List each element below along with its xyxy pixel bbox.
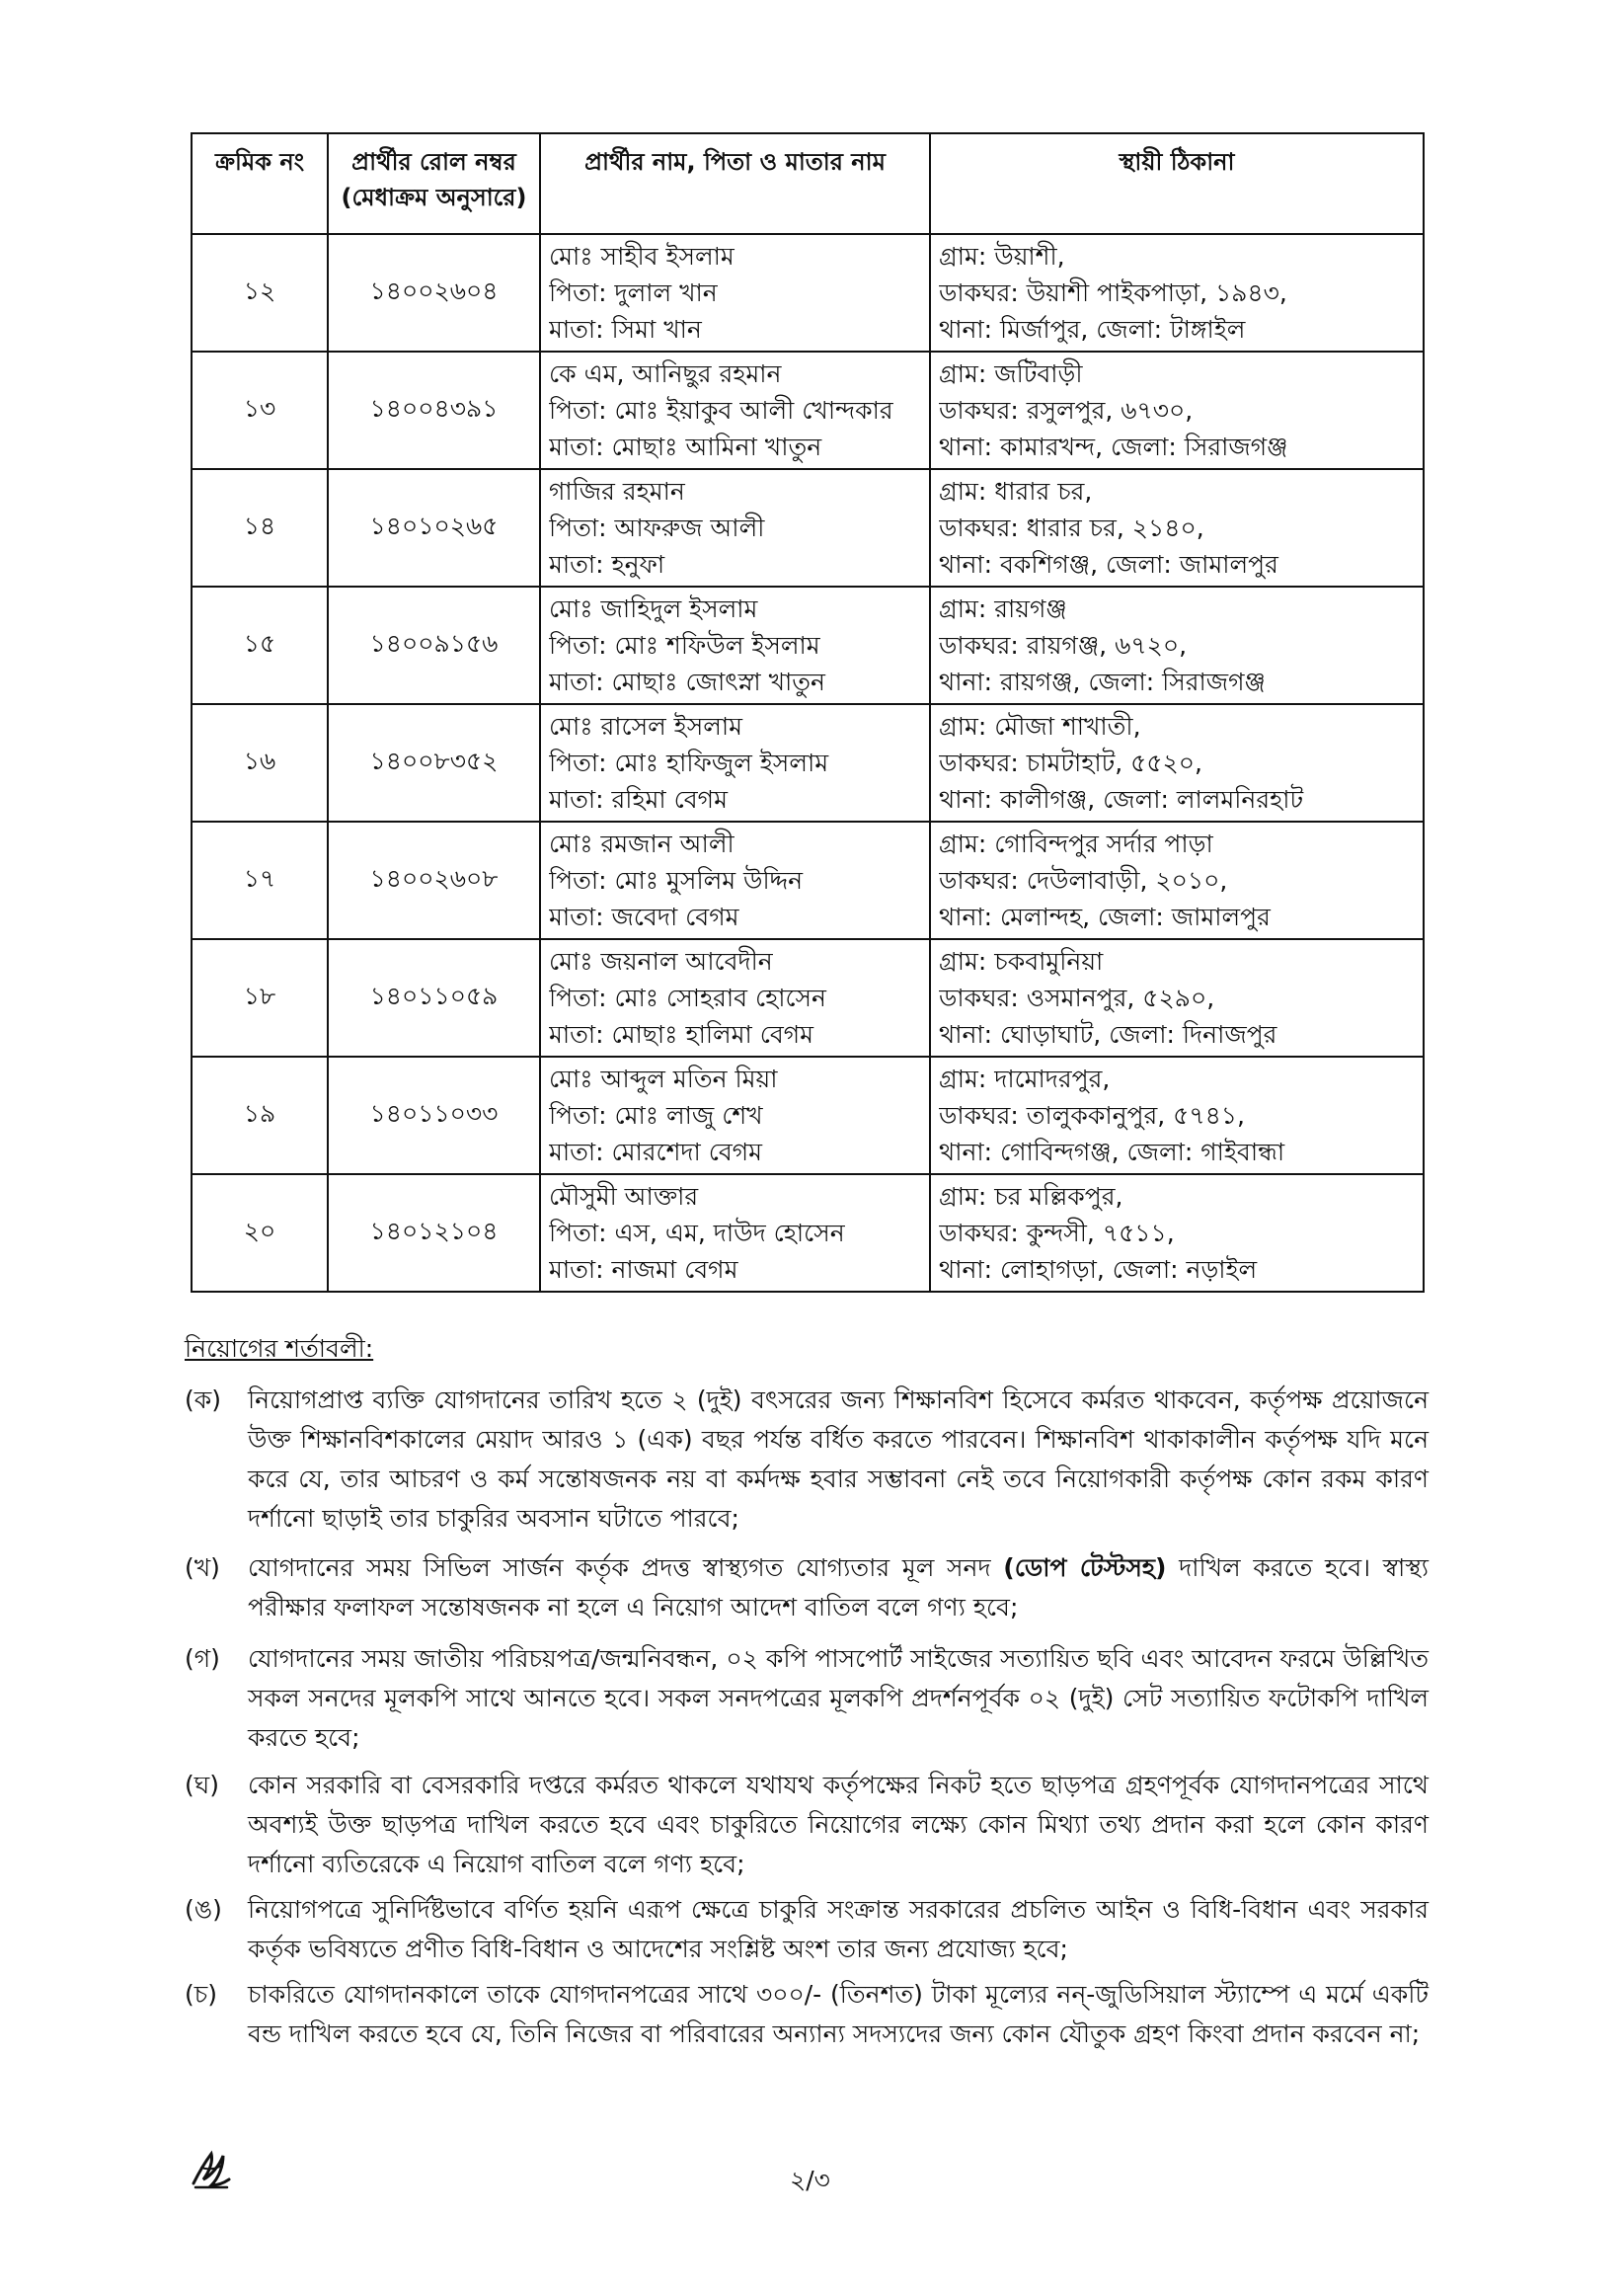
address-post-office: ডাকঘর: দেউলাবাড়ী, ২০১০, [939, 866, 1228, 895]
dope-test-emphasis: (ডোপ টেস্টসহ) [1003, 1553, 1167, 1582]
roll-cell: ১৪০০৪৩৯১ [328, 352, 540, 469]
address-thana-district: থানা: ঘোড়াঘাট, জেলা: দিনাজপুর [939, 1020, 1277, 1049]
mother-name: মাতা: সিমা খান [549, 315, 702, 344]
address-post-office: ডাকঘর: রায়গঞ্জ, ৬৭২০, [939, 631, 1188, 660]
condition-item-ka [185, 1381, 1429, 1539]
address-village: গ্রাম: জটিবাড়ী [939, 359, 1083, 388]
roll-cell: ১৪০০৮৩৫২ [328, 704, 540, 822]
mother-name: মাতা: মোছাঃ জোৎস্না খাতুন [549, 668, 825, 696]
father-name: পিতা: মোঃ সোহরাব হোসেন [549, 984, 826, 1012]
condition-text: কোন সরকারি বা বেসরকারি দপ্তরে কর্মরত থাকলে যথাযথ কর্তৃপক্ষের নিকট হতে ছাড়পত্র গ্রহণপূর্বক যোগদানপত্রের সাথে অবশ্যই উক্ত ছাড়পত্র দাখিল করতে হবে এবং চাকুরিতে নিয়োগের লক্ষ্যে কোন মিথ্যা তথ্য প্রদান করা হলে কোন কারণ দর্শানো ব্যতিরেকে এ নিয়োগ বাতিল বলে গণ্য হবে; [248, 1771, 1429, 1878]
address-cell [930, 587, 1424, 704]
roll-cell: ১৪০০২৬০৮ [328, 822, 540, 939]
condition-text [248, 1548, 1429, 1627]
address-village: গ্রাম: ধারার চর, [939, 477, 1093, 506]
address-post-office: ডাকঘর: রসুলপুর, ৬৭৩০, [939, 396, 1194, 425]
table-row [192, 234, 1424, 352]
mother-name: মাতা: জবেদা বেগম [549, 903, 739, 931]
father-name: পিতা: মোঃ হাফিজুল ইসলাম [549, 749, 829, 777]
father-name: পিতা: মোঃ মুসলিম উদ্দিন [549, 866, 804, 895]
address-thana-district: থানা: কামারখন্দ, জেলা: সিরাজগঞ্জ [939, 433, 1288, 461]
condition-item-kha [185, 1548, 1429, 1627]
serial-cell: ১৮ [192, 939, 328, 1057]
name-cell [540, 1174, 930, 1292]
condition-label: (চ) [185, 1980, 217, 2009]
table-row [192, 352, 1424, 469]
father-name: পিতা: দুলাল খান [549, 278, 718, 307]
address-post-office: ডাকঘর: উয়াশী পাইকপাড়া, ১৯৪৩, [939, 278, 1287, 307]
address-thana-district: থানা: রায়গঞ্জ, জেলা: সিরাজগঞ্জ [939, 668, 1266, 696]
condition-text: নিয়োগপ্রাপ্ত ব্যক্তি যোগদানের তারিখ হতে ২ (দুই) বৎসরের জন্য শিক্ষানবিশ হিসেবে কর্মরত থাকবেন, কর্তৃপক্ষ প্রয়োজনে উক্ত শিক্ষানবিশকালের মেয়াদ আরও ১ (এক) বছর পর্যন্ত বর্ধিত করতে পারবেন। শিক্ষানবিশ থাকাকালীন কর্তৃপক্ষ যদি মনে করে যে, তার আচরণ ও কর্ম সন্তোষজনক নয় বা কর্মদক্ষ হবার সম্ভাবনা নেই তবে নিয়োগকারী কর্তৃপক্ষ কোন রকম কারণ দর্শানো ছাড়াই তার চাকুরির অবসান ঘটাতে পারবে; [248, 1385, 1429, 1533]
initials-signature-icon [190, 2148, 231, 2191]
condition-label: (গ) [185, 1644, 220, 1673]
serial-cell: ১৪ [192, 469, 328, 587]
name-cell [540, 587, 930, 704]
table-row [192, 469, 1424, 587]
mother-name: মাতা: হনুফা [549, 550, 665, 579]
address-post-office: ডাকঘর: কুন্দসী, ৭৫১১, [939, 1219, 1175, 1247]
address-thana-district: থানা: লোহাগড়া, জেলা: নড়াইল [939, 1255, 1258, 1284]
name-cell [540, 234, 930, 352]
mother-name: মাতা: মোছাঃ হালিমা বেগম [549, 1020, 814, 1049]
table-row [192, 1057, 1424, 1174]
address-thana-district: থানা: কালীগঞ্জ, জেলা: লালমনিরহাট [939, 785, 1304, 814]
address-village: গ্রাম: চর মল্লিকপুর, [939, 1182, 1123, 1211]
condition-text: নিয়োগপত্রে সুনির্দিষ্টভাবে বর্ণিত হয়নি এরূপ ক্ষেত্রে চাকুরি সংক্রান্ত সরকারের প্রচলিত আইন ও বিধি-বিধান এবং সরকার কর্তৃক ভবিষ্যতে প্রণীত বিধি-বিধান ও আদেশের সংশ্লিষ্ট অংশ তার জন্য প্রযোজ্য হবে; [248, 1895, 1429, 1963]
condition-item-gha [185, 1766, 1429, 1884]
roll-cell: ১৪০০৯১৫৬ [328, 587, 540, 704]
address-cell [930, 1057, 1424, 1174]
header-roll: প্রার্থীর রোল নম্বর (মেধাক্রম অনুসারে) [328, 133, 540, 234]
address-post-office: ডাকঘর: ওসমানপুর, ৫২৯০, [939, 984, 1215, 1012]
condition-label: (ক) [185, 1385, 221, 1414]
address-village: গ্রাম: গোবিন্দপুর সর্দার পাড়া [939, 830, 1213, 858]
table-row [192, 939, 1424, 1057]
condition-text: চাকরিতে যোগদানকালে তাকে যোগদানপত্রের সাথে ৩০০/- (তিনশত) টাকা মূল্যের নন্-জুডিসিয়াল স্ট্যাম্পে এ মর্মে একটি বন্ড দাখিল করতে হবে যে, তিনি নিজের বা পরিবারের অন্যান্য সদস্যদের জন্য কোন যৌতুক গ্রহণ কিংবা প্রদান করবেন না; [248, 1980, 1429, 2048]
roll-cell: ১৪০১১০৩৩ [328, 1057, 540, 1174]
condition-label: (ঙ) [185, 1895, 222, 1924]
candidate-name: মোঃ সাহীব ইসলাম [549, 242, 735, 271]
candidate-name: মৌসুমী আক্তার [549, 1182, 699, 1211]
condition-item-ga [185, 1639, 1429, 1758]
table-row [192, 704, 1424, 822]
header-address: স্থায়ী ঠিকানা [930, 133, 1424, 234]
candidate-table [191, 132, 1425, 1293]
name-cell [540, 704, 930, 822]
father-name: পিতা: মোঃ লাজু শেখ [549, 1101, 763, 1130]
candidate-name: মোঃ রমজান আলী [549, 830, 735, 858]
serial-cell: ১৭ [192, 822, 328, 939]
serial-cell: ২০ [192, 1174, 328, 1292]
father-name: পিতা: আফরুজ আলী [549, 514, 765, 542]
address-cell [930, 1174, 1424, 1292]
conditions-heading: নিয়োগের শর্তাবলী: [185, 1334, 374, 1363]
roll-cell: ১৪০১১০৫৯ [328, 939, 540, 1057]
candidate-name: মোঃ জয়নাল আবেদীন [549, 947, 773, 976]
address-cell [930, 234, 1424, 352]
address-village: গ্রাম: মৌজা শাখাতী, [939, 712, 1141, 741]
candidate-name: মোঃ আব্দুল মতিন মিয়া [549, 1065, 778, 1093]
address-thana-district: থানা: মির্জাপুর, জেলা: টাঙ্গাইল [939, 315, 1246, 344]
table-header-row [192, 133, 1424, 234]
mother-name: মাতা: রহিমা বেগম [549, 785, 728, 814]
father-name: পিতা: এস, এম, দাউদ হোসেন [549, 1219, 845, 1247]
condition-label: (ঘ) [185, 1771, 219, 1799]
header-serial: ক্রমিক নং [192, 133, 328, 234]
father-name: পিতা: মোঃ ইয়াকুব আলী খোন্দকার [549, 396, 893, 425]
table-row [192, 822, 1424, 939]
father-name: পিতা: মোঃ শফিউল ইসলাম [549, 631, 820, 660]
candidate-name: কে এম, আনিছুর রহমান [549, 359, 782, 388]
address-thana-district: থানা: মেলান্দহ, জেলা: জামালপুর [939, 903, 1271, 931]
address-post-office: ডাকঘর: তালুককানুপুর, ৫৭৪১, [939, 1101, 1245, 1130]
address-village: গ্রাম: রায়গঞ্জ [939, 594, 1067, 623]
mother-name: মাতা: মোছাঃ আমিনা খাতুন [549, 433, 822, 461]
mother-name: মাতা: মোরশেদা বেগম [549, 1138, 763, 1166]
address-thana-district: থানা: বকশিগঞ্জ, জেলা: জামালপুর [939, 550, 1278, 579]
roll-cell: ১৪০১২১০৪ [328, 1174, 540, 1292]
header-name: প্রার্থীর নাম, পিতা ও মাতার নাম [540, 133, 930, 234]
name-cell [540, 469, 930, 587]
condition-text-part: যোগদানের সময় সিভিল সার্জন কর্তৃক প্রদত্ত স্বাস্থ্যগত যোগ্যতার মূল সনদ [248, 1553, 1004, 1582]
address-village: গ্রাম: উয়াশী, [939, 242, 1065, 271]
serial-cell: ১৯ [192, 1057, 328, 1174]
roll-cell: ১৪০১০২৬৫ [328, 469, 540, 587]
address-thana-district: থানা: গোবিন্দগঞ্জ, জেলা: গাইবান্ধা [939, 1138, 1285, 1166]
name-cell [540, 939, 930, 1057]
serial-cell: ১৩ [192, 352, 328, 469]
condition-text: যোগদানের সময় জাতীয় পরিচয়পত্র/জন্মনিবন্ধন, ০২ কপি পাসপোর্ট সাইজের সত্যায়িত ছবি এবং আবেদন ফরমে উল্লিখিত সকল সনদের মূলকপি সাথে আনতে হবে। সকল সনদপত্রের মূলকপি প্রদর্শনপূর্বক ০২ (দুই) সেট সত্যায়িত ফটোকপি দাখিল করতে হবে; [248, 1644, 1429, 1752]
serial-cell: ১৫ [192, 587, 328, 704]
candidate-name: মোঃ জাহিদুল ইসলাম [549, 594, 758, 623]
address-cell [930, 352, 1424, 469]
address-cell [930, 939, 1424, 1057]
address-cell [930, 822, 1424, 939]
name-cell [540, 1057, 930, 1174]
address-post-office: ডাকঘর: ধারার চর, ২১৪০, [939, 514, 1204, 542]
page-number: ২/৩ [790, 2166, 830, 2194]
address-cell [930, 469, 1424, 587]
serial-cell: ১২ [192, 234, 328, 352]
mother-name: মাতা: নাজমা বেগম [549, 1255, 738, 1284]
table-row [192, 1174, 1424, 1292]
candidate-name: মোঃ রাসেল ইসলাম [549, 712, 742, 741]
serial-cell: ১৬ [192, 704, 328, 822]
table-row [192, 587, 1424, 704]
condition-label: (খ) [185, 1553, 220, 1582]
address-post-office: ডাকঘর: চামটাহাট, ৫৫২০, [939, 749, 1202, 777]
address-cell [930, 704, 1424, 822]
candidate-name: গাজির রহমান [549, 477, 685, 506]
name-cell [540, 352, 930, 469]
name-cell [540, 822, 930, 939]
condition-item-umo [185, 1890, 1429, 1969]
roll-cell: ১৪০০২৬০৪ [328, 234, 540, 352]
condition-item-cha [185, 1975, 1429, 2054]
address-village: গ্রাম: দামোদরপুর, [939, 1065, 1111, 1093]
address-village: গ্রাম: চকবামুনিয়া [939, 947, 1104, 976]
condition-text-part: দাখিল করতে হবে। স্বাস্থ্য পরীক্ষার ফলাফল সন্তোষজনক না হলে এ নিয়োগ আদেশ বাতিল বলে গণ্য হবে; [248, 1553, 1429, 1622]
